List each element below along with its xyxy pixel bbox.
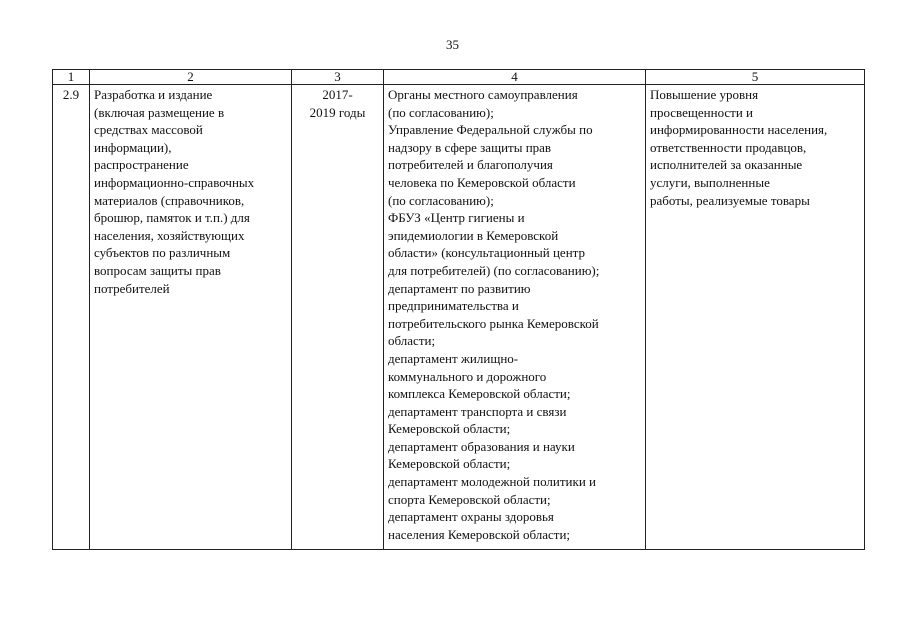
column-header-1: 1 [53,70,90,85]
text-line: услуги, выполненные [650,174,770,190]
text-line: средствах массовой [94,122,203,138]
text-line: 2017- [322,87,353,102]
activity-cell [90,85,292,550]
column-header-4: 4 [384,70,646,85]
text-line: потребителей [94,280,170,296]
text-line: эпидемиологии в Кемеровской [388,227,559,243]
text-line: информационно-справочных [94,174,255,190]
text-line: просвещенности и [650,104,754,120]
column-header-5: 5 [646,70,865,85]
text-line: департамент молодежной политики и [388,474,596,490]
period-cell [292,85,384,550]
text-line: материалов (справочников, [94,192,245,208]
text-line: для потребителей) (по согласованию); [388,262,600,278]
text-line: департамент транспорта и связи [388,403,567,419]
column-header-2: 2 [90,70,292,85]
text-line: департамент образования и науки [388,438,575,454]
text-line: субъектов по различным [94,245,231,261]
text-line: комплекса Кемеровской области; [388,386,571,402]
text-line: департамент жилищно- [388,350,519,366]
text-line: распространение [94,157,189,173]
text-line: департамент по развитию [388,280,531,296]
text-line: Разработка и издание [94,87,213,102]
text-line: Управление Федеральной службы по [388,122,593,138]
table-header-row [53,70,865,85]
text-line: департамент охраны здоровья [388,509,554,525]
text-line: Органы местного самоуправления [388,87,578,102]
text-line: работы, реализуемые товары [650,192,810,208]
page-number: 35 [446,37,459,52]
text-line: области» (консультационный центр [388,245,585,261]
text-line: вопросам защиты прав [94,262,221,278]
text-line: Повышение уровня [650,87,759,102]
text-line: населения Кемеровской области; [388,526,571,542]
text-line: брошюр, памяток и т.п.) для [94,210,250,226]
text-line: коммунального и дорожного [388,368,547,384]
activity-text [94,86,287,297]
text-line: Кемеровской области; [388,421,511,437]
text-line: надзору в сфере защиты прав [388,139,552,155]
text-line: исполнителей за оказанные [650,157,803,173]
text-line: спорта Кемеровской области; [388,491,551,507]
column-header-3: 3 [292,70,384,85]
table-row [53,85,865,550]
row-number-cell [53,85,90,550]
text-line: (по согласованию); [388,104,494,120]
text-line: информированности населения, [650,122,828,138]
executors-cell [384,85,646,550]
text-line: населения, хозяйствующих [94,227,245,243]
period-text [296,86,379,121]
text-line: потребительского рынка Кемеровской [388,315,599,331]
result-text [650,86,860,209]
text-line: ФБУЗ «Центр гигиены и [388,210,525,226]
text-line: предпринимательства и [388,298,519,314]
text-line: (включая размещение в [94,104,225,120]
executors-text [388,86,641,543]
row-number: 2.9 [62,87,80,102]
result-cell [646,85,865,550]
text-line: потребителей и благополучия [388,157,553,173]
text-line: информации), [94,139,172,155]
text-line: 2019 годы [309,104,366,120]
text-line: Кемеровской области; [388,456,511,472]
measures-table [52,69,865,550]
text-line: ответственности продавцов, [650,139,807,155]
text-line: человека по Кемеровской области [388,174,576,190]
text-line: области; [388,333,436,349]
text-line: (по согласованию); [388,192,494,208]
